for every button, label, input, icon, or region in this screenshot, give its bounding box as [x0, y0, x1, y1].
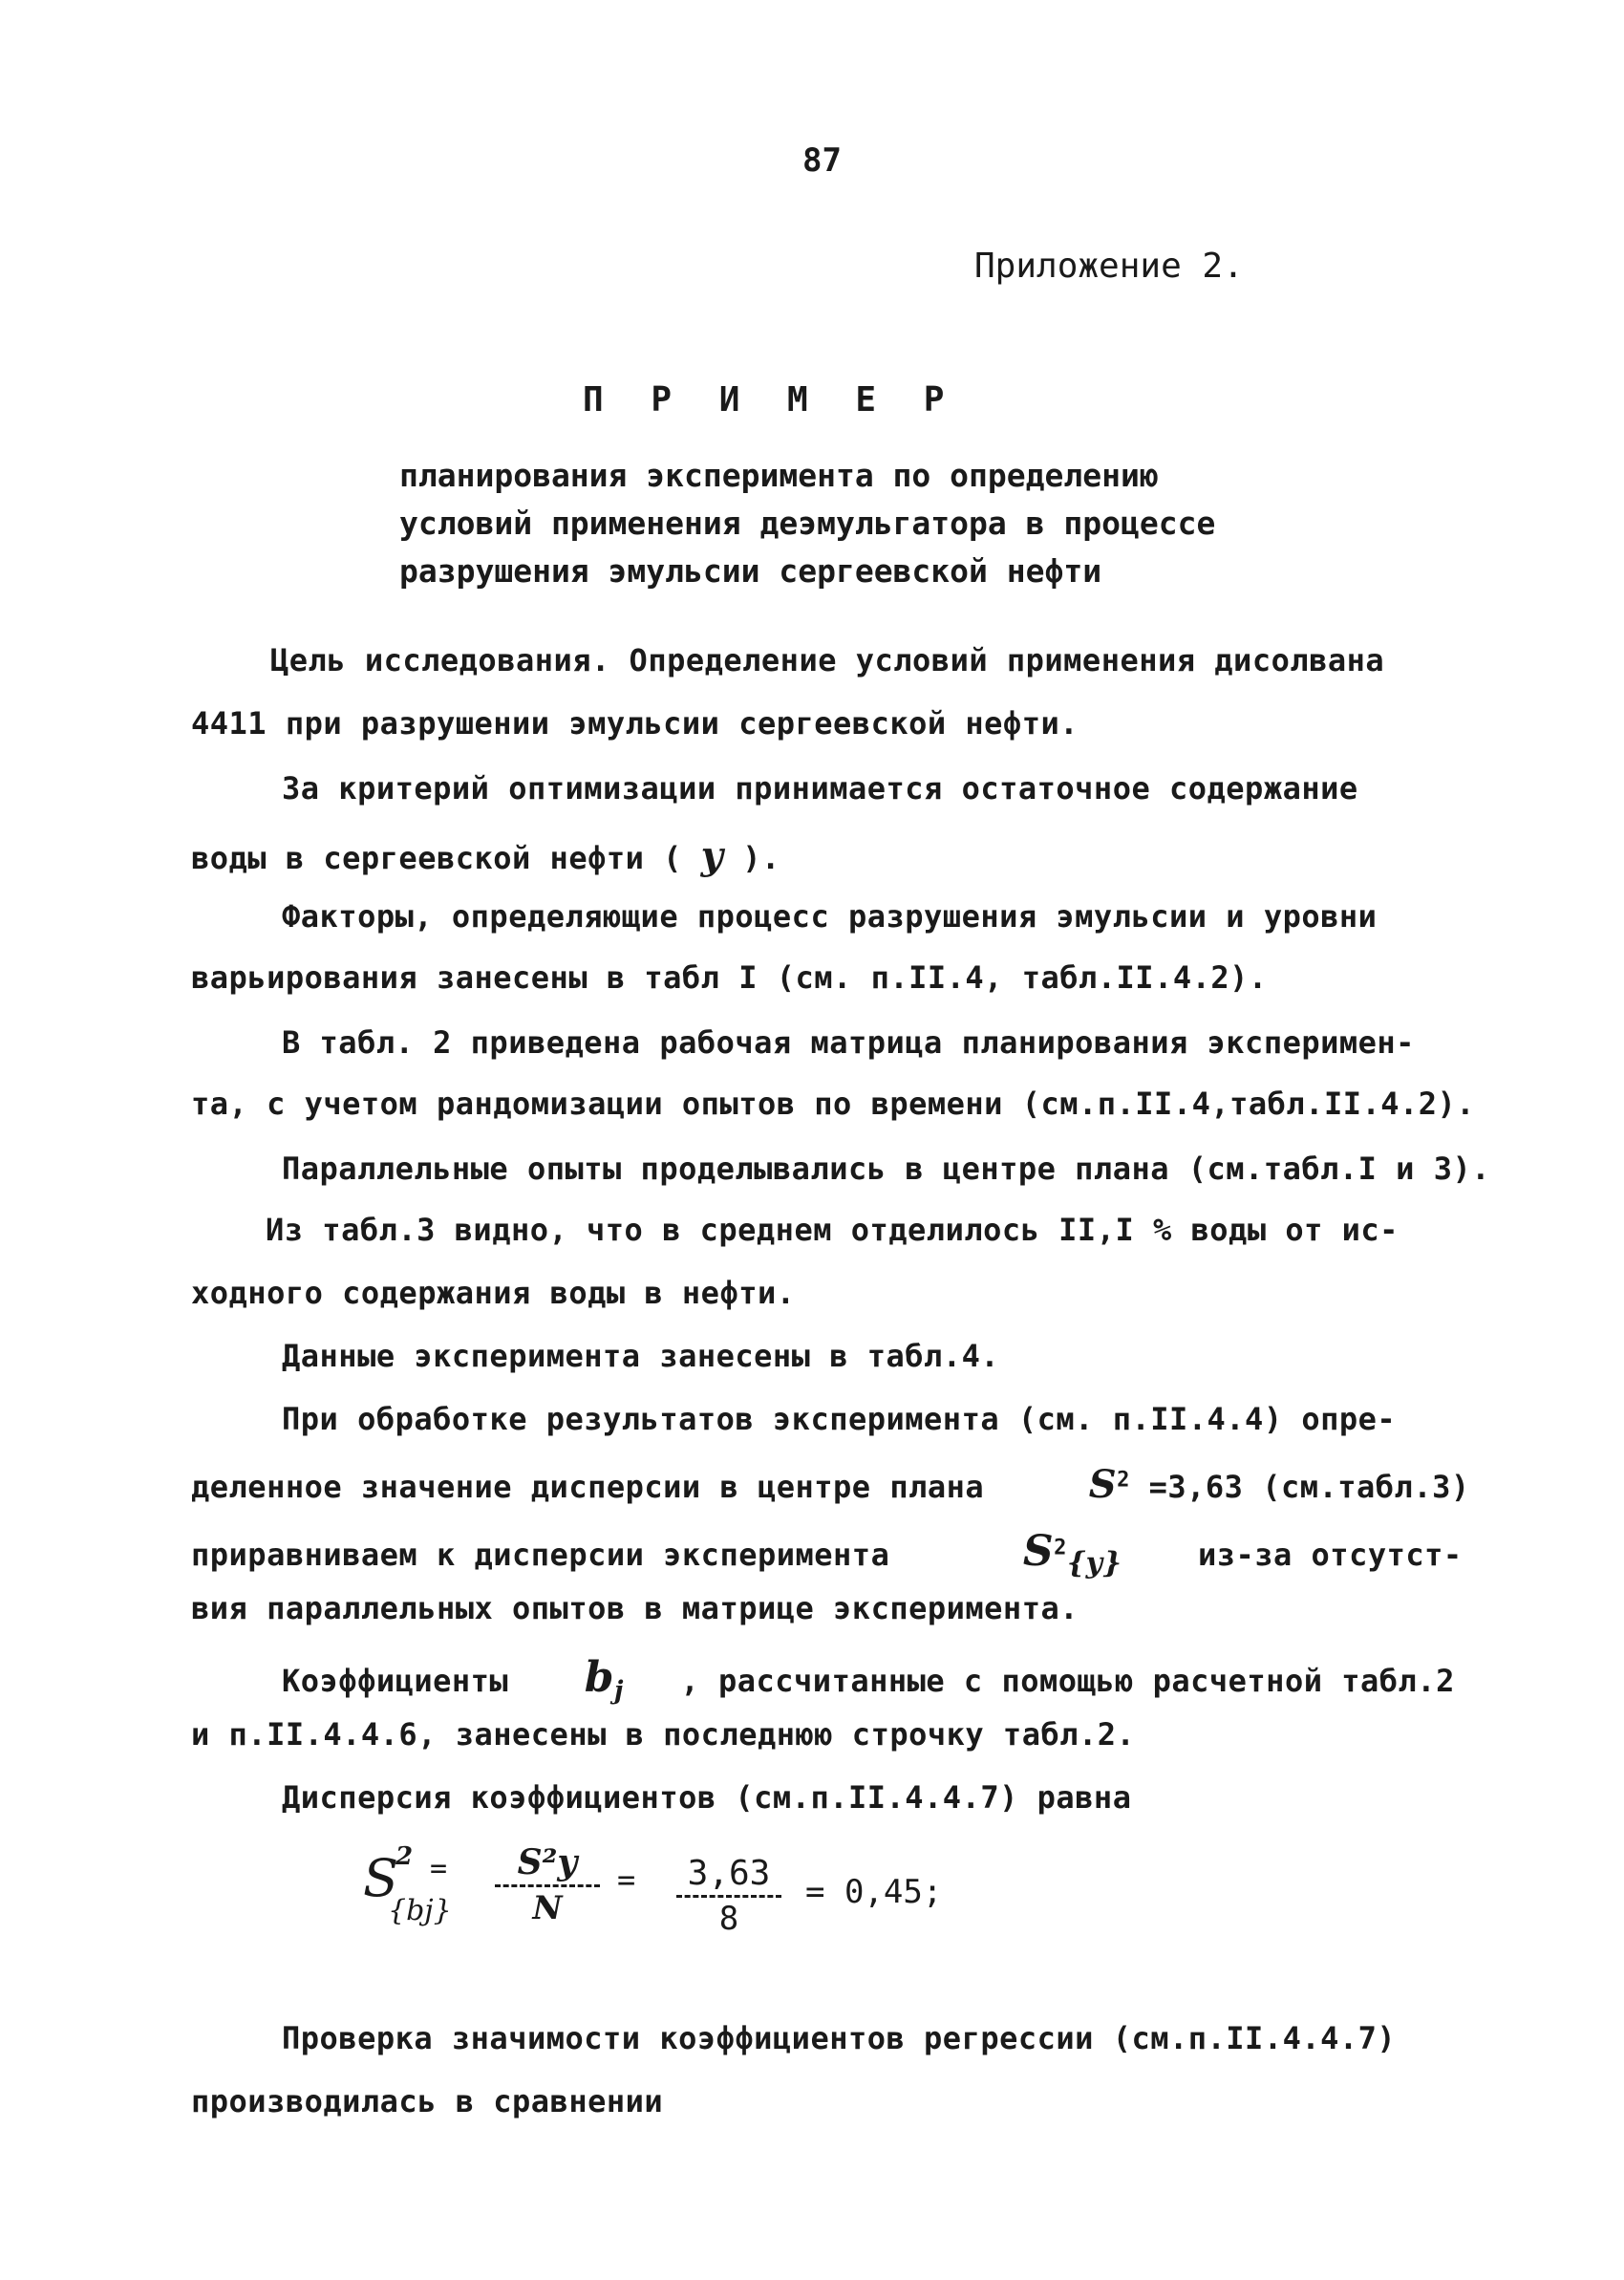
formula-fraction-1 [495, 1842, 600, 1927]
paragraph-matrix-line-2: та, с учетом рандомизации опытов по времени (см.п.II.4,табл.II.4.2). [191, 1086, 1476, 1122]
paragraph-processing-line-2 [191, 1462, 1470, 1507]
variable-s-y-sub: {y} [1066, 1546, 1122, 1581]
paragraph-criterion-line-1: За критерий оптимизации принимается остаточное содержание [282, 770, 1358, 807]
variable-s-sup: 2 [1117, 1468, 1130, 1493]
processing-text-3: из-за отсутст- [1197, 1537, 1463, 1573]
fraction-1-numerator: S²y [517, 1842, 578, 1882]
dispersion-formula [361, 1842, 972, 1972]
paragraph-significance-line-2: производилась в сравнении [191, 2083, 664, 2119]
paragraph-table3-line-1: Из табл.3 видно, что в среднем отделилось II,I % воды от ис- [266, 1212, 1399, 1248]
appendix-label: Приложение 2. [974, 247, 1244, 286]
formula-equals: = [430, 1852, 448, 1885]
variable-y: y [700, 833, 724, 878]
subtitle-line-1: планирования эксперимента по определению [399, 457, 1159, 494]
variable-b-sub: j [613, 1676, 624, 1706]
fraction-1-bar [495, 1884, 600, 1887]
paragraph-significance-line-1: Проверка значимости коэффициентов регрессии (см.п.II.4.4.7) [282, 2020, 1397, 2056]
paragraph-parallel-line-1: Параллельные опыты проделывались в центре плана (см.табл.I и 3). [282, 1151, 1490, 1187]
variable-s-y: S [1022, 1527, 1055, 1576]
processing-text-2: приравниваем к дисперсии эксперимента [191, 1537, 890, 1573]
formula-s-sub: {bj} [388, 1894, 452, 1927]
variable-s-y-sup: 2 [1054, 1536, 1067, 1560]
paragraph-matrix-line-1: В табл. 2 приведена рабочая матрица планирования эксперимен- [282, 1024, 1415, 1061]
document-title: П Р И М Е Р [583, 380, 958, 419]
variable-b: b [584, 1653, 614, 1702]
paragraph-processing-line-4: вия параллельных опытов в матрице эксперимента. [191, 1590, 1079, 1626]
paragraph-goal-line-1: Цель исследования. Определение условий применения дисолвана [270, 642, 1385, 678]
paragraph-processing-line-3 [191, 1527, 1463, 1580]
paragraph-dispersion-line-1: Дисперсия коэффициентов (см.п.II.4.4.7) равна [282, 1779, 1132, 1816]
formula-fraction-2 [676, 1854, 781, 1938]
processing-text: деленное значение дисперсии в центре плана [191, 1469, 985, 1505]
processing-value: =3,63 (см.табл.3) [1148, 1469, 1470, 1505]
paragraph-factors-line-1: Факторы, определяющие процесс разрушения эмульсии и уровни [282, 898, 1378, 935]
fraction-2-denominator: 8 [718, 1900, 739, 1938]
fraction-2-bar [676, 1895, 781, 1898]
paragraph-factors-line-2: варьирования занесены в табл I (см. п.II.4, табл.II.4.2). [191, 959, 1268, 996]
formula-equals-2: = [617, 1861, 636, 1898]
fraction-1-denominator: N [532, 1889, 563, 1927]
paragraph-table3-line-2: ходного содержания воды в нефти. [191, 1275, 796, 1311]
formula-result: = 0,45; [805, 1873, 943, 1911]
paragraph-coefficients-line-1 [282, 1653, 1455, 1705]
page-number: 87 [802, 141, 842, 180]
paragraph-coefficients-line-2: и п.II.4.4.6, занесены в последнюю строчку табл.2. [191, 1716, 1136, 1753]
subtitle-line-2: условий применения деэмульгатора в процессе [399, 505, 1216, 542]
variable-s: S [1088, 1462, 1118, 1507]
criterion-text-end: ). [742, 840, 780, 876]
paragraph-goal-line-2: 4411 при разрушении эмульсии сергеевской нефти. [191, 705, 1079, 742]
criterion-text: воды в сергеевской нефти ( [191, 840, 682, 876]
coefficients-text: Коэффициенты [282, 1663, 509, 1699]
formula-s-symbol: S [363, 1848, 398, 1908]
fraction-2-numerator: 3,63 [687, 1854, 771, 1893]
paragraph-processing-line-1: При обработке результатов эксперимента (см. п.II.4.4) опре- [282, 1401, 1397, 1437]
coefficients-text-2: , рассчитанные с помощью расчетной табл.2 [680, 1663, 1455, 1699]
paragraph-data-line-1: Данные эксперимента занесены в табл.4. [282, 1338, 1000, 1374]
subtitle-line-3: разрушения эмульсии сергеевской нефти [399, 552, 1102, 590]
formula-s-sup: 2 [395, 1842, 414, 1871]
paragraph-criterion-line-2 [191, 833, 780, 878]
